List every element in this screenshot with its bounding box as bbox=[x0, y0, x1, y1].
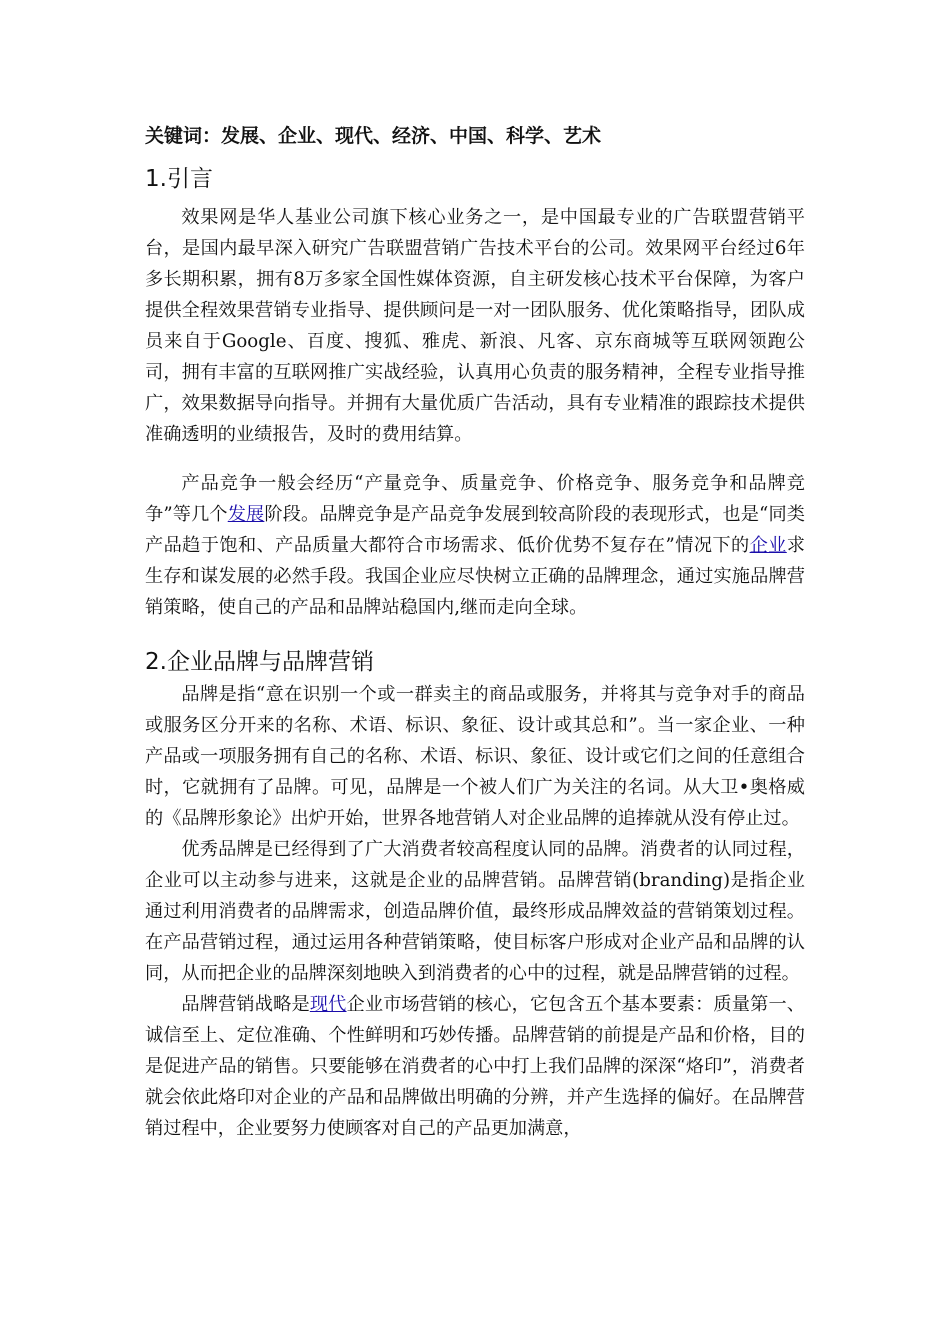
link-development[interactable]: 发展 bbox=[227, 504, 265, 525]
paragraph-intro-2 bbox=[145, 468, 805, 623]
link-modern[interactable]: 现代 bbox=[309, 994, 347, 1015]
paragraph-brand-3 bbox=[145, 989, 805, 1144]
paragraph-text: 品牌营销战略是 bbox=[181, 994, 310, 1015]
section-heading-introduction: 1.引言 bbox=[145, 166, 213, 192]
paragraph-text: 阶段。品牌竞争是产品竞争发展到较高阶段的表现形式，也是“同类产品趋于饱和、产品质量大都符合市场需求、低价优势不复存在”情况下的 bbox=[145, 504, 805, 556]
paragraph-brand-1: 品牌是指“意在识别一个或一群卖主的商品或服务，并将其与竞争对手的商品或服务区分开来的名称、术语、标识、象征、设计或其总和”。当一家企业、一种产品或一项服务拥有自己的名称、术语、标识、象征、设计或它们之间的任意组合时，它就拥有了品牌。可见，品牌是一个被人们广为关注的名词。从大卫•奥格威的《品牌形象论》出炉开始，世界各地营销人对企业品牌的追捧就从没有停止过。 bbox=[145, 684, 805, 829]
paragraph-text: 求生存和谋发展的必然手段。我国企业应尽快树立正确的品牌理念，通过实施品牌营销策略，使自己的产品和品牌站稳国内,继而走向全球。 bbox=[145, 535, 805, 618]
paragraph-brand-2: 优秀品牌是已经得到了广大消费者较高程度认同的品牌。消费者的认同过程，企业可以主动参与进来，这就是企业的品牌营销。品牌营销(branding)是指企业通过利用消费者的品牌需求，创造品牌价值，最终形成品牌效益的营销策划过程。在产品营销过程，通过运用各种营销策略，使目标客户形成对企业产品和品牌的认同，从而把企业的品牌深刻地映入到消费者的心中的过程，就是品牌营销的过程。 bbox=[145, 839, 805, 984]
paragraph-text: 企业市场营销的核心，它包含五个基本要素：质量第一、诚信至上、定位准确、个性鲜明和巧妙传播。品牌营销的前提是产品和价格，目的是促进产品的销售。只要能够在消费者的心中打上我们品牌的深深“烙印”，消费者就会依此烙印对企业的产品和品牌做出明确的分辨，并产生选择的偏好。在品牌营销过程中，企业要努力使顾客对自己的产品更加满意， bbox=[145, 994, 805, 1139]
paragraph-text: 产品竞争一般会经历“产量竞争、质量竞争、价格竞争、服务竞争和品牌竞争”等几个 bbox=[145, 473, 805, 525]
keywords-line: 关键词：发展、企业、现代、经济、中国、科学、艺术 bbox=[145, 125, 602, 147]
section-heading-brand-marketing: 2.企业品牌与品牌营销 bbox=[145, 649, 374, 675]
document-content bbox=[145, 122, 805, 1144]
paragraph-intro-1: 效果网是华人基业公司旗下核心业务之一，是中国最专业的广告联盟营销平台，是国内最早深入研究广告联盟营销广告技术平台的公司。效果网平台经过6年多长期积累，拥有8万多家全国性媒体资源，自主研发核心技术平台保障，为客户提供全程效果营销专业指导、提供顾问是一对一团队服务、优化策略指导，团队成员来自于Google、百度、搜狐、雅虎、新浪、凡客、京东商城等互联网领跑公司，拥有丰富的互联网推广实战经验，认真用心负责的服务精神，全程专业指导推广，效果数据导向指导。并拥有大量优质广告活动，具有专业精准的跟踪技术提供准确透明的业绩报告，及时的费用结算。 bbox=[145, 207, 805, 445]
link-enterprise[interactable]: 企业 bbox=[749, 535, 787, 556]
